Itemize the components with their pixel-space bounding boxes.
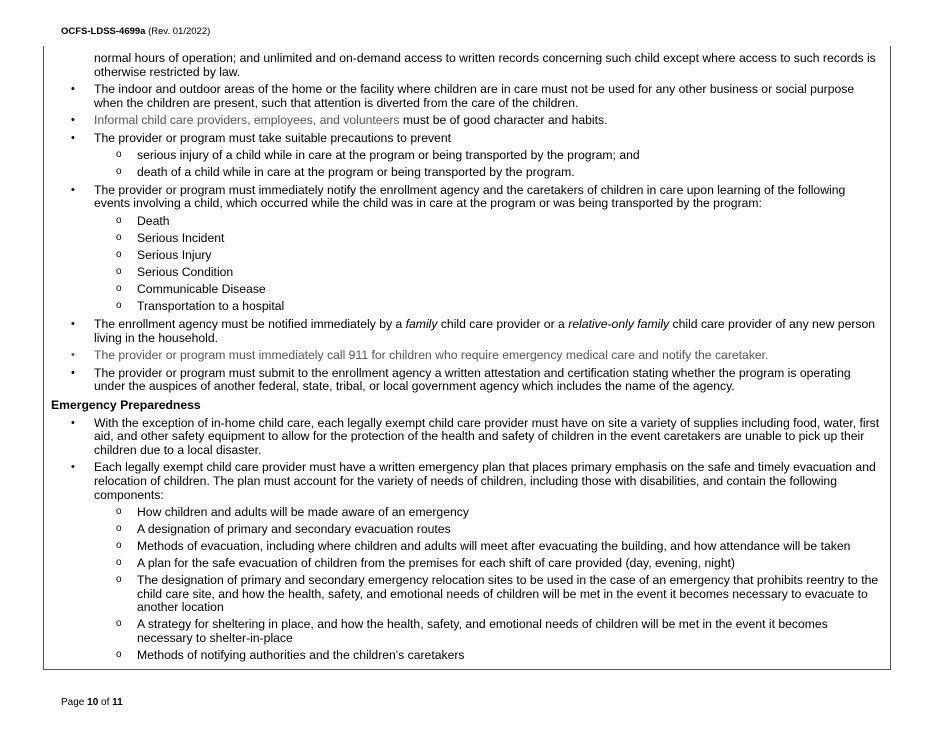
sublist-item: o Communicable Disease (94, 283, 881, 297)
page-number: 10 (87, 697, 99, 708)
sublist-item: o death of a child while in care at the program or being transported by the program. (94, 166, 881, 180)
page-footer: Page 10 of 11 (61, 697, 123, 708)
sublist-item: o The designation of primary and secondary emergency relocation sites to be used in the case of an emergency that prohibits reentry to the child care site, and how the health, safety, and emotional needs of children will be met in the event it becomes necessary to evacuate to another location (94, 574, 881, 615)
continuation-paragraph: normal hours of operation; and unlimited and on-demand access to written records concerning such child except where access to such records is otherwise restricted by law. (94, 51, 876, 79)
form-id: OCFS-LDSS-4699a (61, 26, 146, 37)
list-item: • The provider or program must take suitable precautions to prevent o serious injury of a child while in care at the program or being transported by the program; and o death of a child while in care at the program or being transported by the program. (51, 132, 881, 180)
sublist-item: o Serious Incident (94, 232, 881, 246)
precautions-sublist (94, 149, 881, 180)
events-sublist (94, 215, 881, 315)
emergency-list (51, 417, 881, 663)
form-revision: (Rev. 01/2022) (148, 26, 211, 37)
requirements-list (51, 83, 881, 394)
document-body (51, 52, 881, 663)
total-pages: 11 (112, 697, 123, 708)
sublist-item: o Methods of evacuation, including where children and adults will meet after evacuating the building, and how attendance will be taken (94, 540, 881, 554)
list-item: • With the exception of in-home child care, each legally exempt child care provider must have on site a variety of supplies including food, water, first aid, and other safety equipment to allow for the protection of the health and safety of children in the event caretakers are unable to pick up their children due to a local disaster. (51, 417, 881, 458)
list-item: • The provider or program must immediately notify the enrollment agency and the caretakers of children in care upon learning of the following events involving a child, which occurred while the child was in care at the program or was being transported by the program: o Death o Serious Incident o Serious Injury o Serious Condition o Communicable Disease o Transportation to a hospital (51, 184, 881, 314)
sublist-item: o How children and adults will be made aware of an emergency (94, 506, 881, 520)
sublist-item: o A designation of primary and secondary evacuation routes (94, 523, 881, 537)
list-item: • The provider or program must submit to the enrollment agency a written attestation and certification stating whether the program is operating under the auspices of another federal, state, tribal, or local government agency which includes the name of the agency. (51, 367, 881, 394)
form-header (61, 26, 210, 37)
sublist-item: o Death (94, 215, 881, 229)
sublist-item: o A strategy for sheltering in place, and how the health, safety, and emotional needs of children will be met in the event it becomes necessary to shelter-in-place (94, 618, 881, 645)
list-item: • The provider or program must immediately call 911 for children who require emergency medical care and notify the caretaker. (51, 349, 881, 363)
list-item: • The enrollment agency must be notified immediately by a family child care provider or a relative-only family child care provider of any new person living in the household. (51, 318, 881, 345)
plan-components-sublist (94, 506, 881, 663)
list-item: • Each legally exempt child care provider must have a written emergency plan that places primary emphasis on the safe and timely evacuation and relocation of children. The plan must account for the variety of needs of children, including those with disabilities, and contain the following components: o How children and adults will be made aware of an emergency o A designation of primary and secondary evacuation routes o Methods of evacuation, including where children and adults will meet after evacuating the building, and how attendance will be taken o A plan for the safe evacuation of children from the premises for each shift of care provided (day, evening, night) o The designation of primary and secondary emergency relocation sites to be used in the case of an emergency that prohibits reentry to the child care site, and how the health, safety, and emotional needs of children will be met in the event it becomes necessary to evacuate to another location o A strategy for sheltering in place, and how the health, safety, and emotional needs of children will be met in the event it becomes necessary to shelter-in-place o Methods of notifying authorities and the children's caretakers (51, 461, 881, 662)
sublist-item: o Methods of notifying authorities and the children's caretakers (94, 649, 881, 663)
sublist-item: o A plan for the safe evacuation of children from the premises for each shift of care provided (day, evening, night) (94, 557, 881, 571)
sublist-item: o Serious Injury (94, 249, 881, 263)
sublist-item: o serious injury of a child while in care at the program or being transported by the program; and (94, 149, 881, 163)
sublist-item: o Transportation to a hospital (94, 300, 881, 314)
list-item: • Informal child care providers, employees, and volunteers must be of good character and habits. (51, 114, 881, 128)
section-heading: Emergency Preparedness (51, 398, 201, 413)
list-item: • The indoor and outdoor areas of the home or the facility where children are in care must not be used for any other business or social purpose when the children are present, such that attention is diverted from the care of the children. (51, 83, 881, 110)
sublist-item: o Serious Condition (94, 266, 881, 280)
